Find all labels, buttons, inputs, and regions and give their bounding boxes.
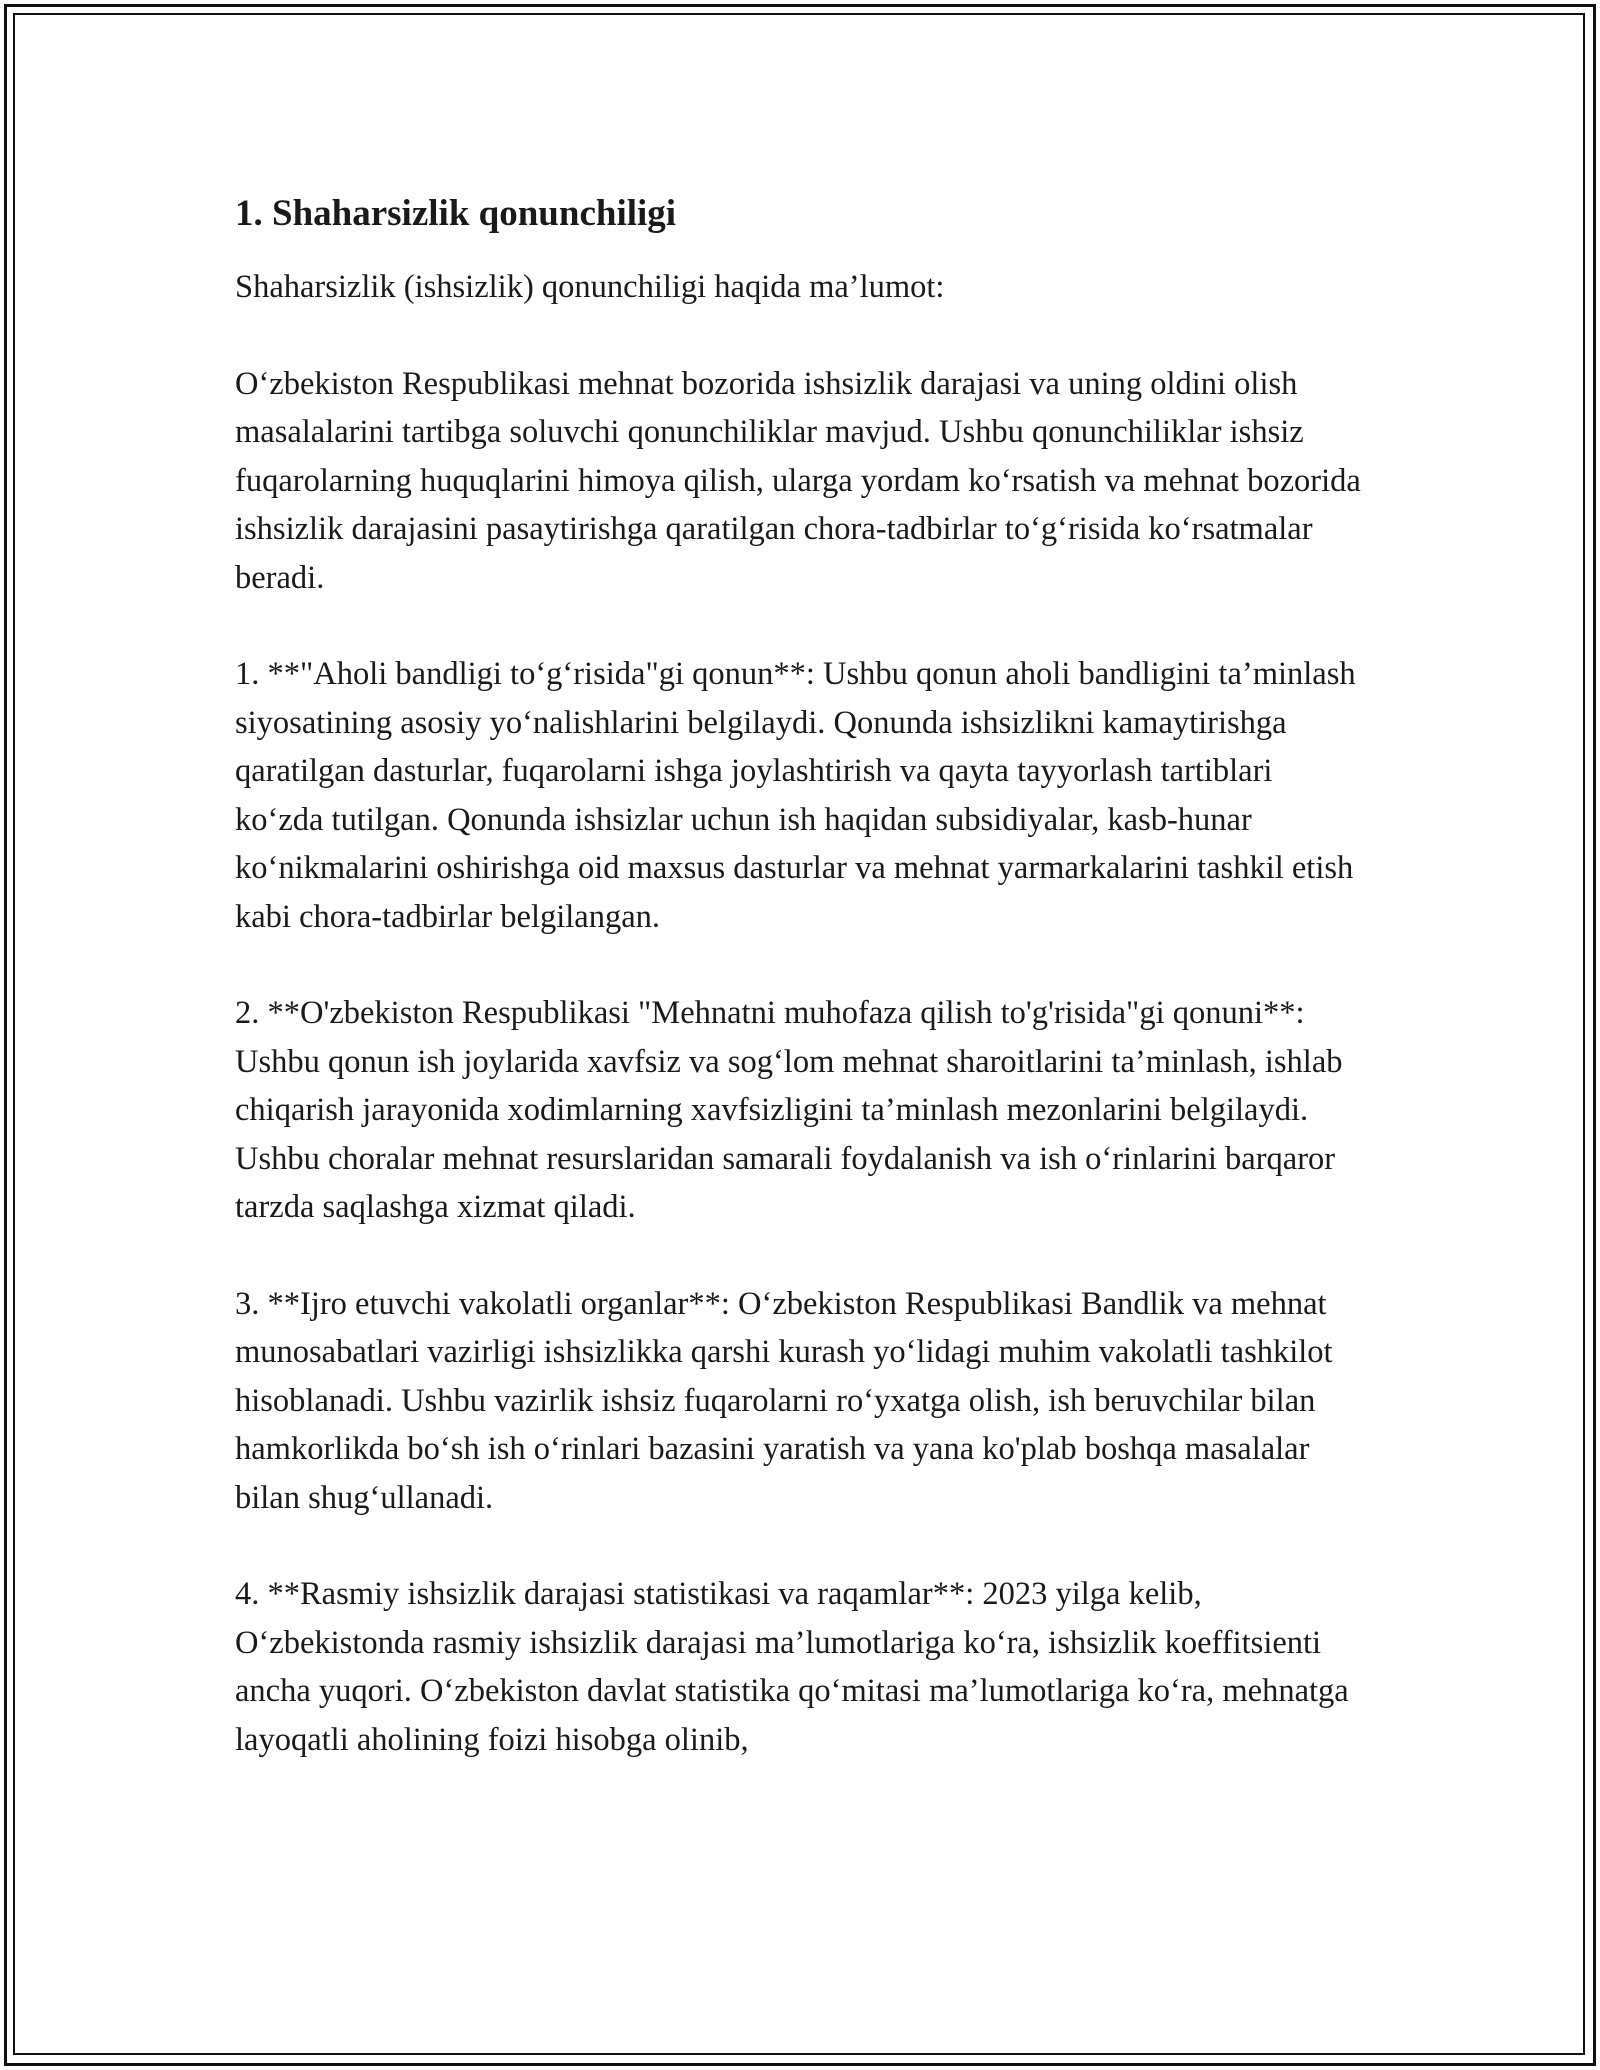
document-page <box>235 185 1365 1812</box>
paragraph-labor-protection-law: 2. **O'zbekiston Respublikasi "Mehnatni muhofaza qilish to'g'risida"gi qonuni**: Ushbu qonun ish joylarida xavfsiz va sog‘lom mehnat sharoitlarini ta’minlash, ishlab chiqarish jarayonida xodimlarning xavfsizligini ta’minlash mezonlarini belgilaydi. Ushbu choralar mehnat resurslaridan samarali foydalanish va ish o‘rinlarini barqaror tarzda saqlashga xizmat qiladi. <box>235 995 1343 1225</box>
intro-line: Shaharsizlik (ishsizlik) qonunchiligi haqida ma’lumot: <box>235 269 945 305</box>
paragraph-executive-bodies: 3. **Ijro etuvchi vakolatli organlar**: O‘zbekiston Respublikasi Bandlik va mehnat munosabatlari vazirligi ishsizlikka qarshi kurash yo‘lidagi muhim vakolatli tashkilot hisoblanadi. Ushbu vazirlik ishsiz fuqarolarni ro‘yxatga olish, ish beruvchilar bilan hamkorlikda bo‘sh ish o‘rinlari bazasini yaratish va yana ko'plab boshqa masalalar bilan shug‘ullanadi. <box>235 1285 1333 1516</box>
paragraph-overview: O‘zbekiston Respublikasi mehnat bozorida ishsizlik darajasi va uning oldini olish masalalarini tartibga soluvchi qonunchiliklar mavjud. Ushbu qonunchiliklar ishsiz fuqarolarning huquqlarini himoya qilish, ularga yordam ko‘rsatish va mehnat bozorida ishsizlik darajasini pasaytirishga qaratilgan chora-tadbirlar to‘g‘risida ko‘rsatmalar beradi. <box>235 365 1361 596</box>
section-heading: 1. Shaharsizlik qonunchiligi <box>235 193 677 234</box>
paragraph-official-statistics: 4. **Rasmiy ishsizlik darajasi statistikasi va raqamlar**: 2023 yilga kelib, O‘zbekistonda rasmiy ishsizlik darajasi ma’lumotlariga ko‘ra, ishsizlik koeffitsienti ancha yuqori. O‘zbekiston davlat statistika qo‘mitasi ma’lumotlariga ko‘ra, mehnatga layoqatli aholining foizi hisobga olinib, <box>235 1576 1349 1758</box>
paragraph-employment-law: 1. **"Aholi bandligi to‘g‘risida"gi qonun**: Ushbu qonun aholi bandligini ta’minlash siyosatining asosiy yo‘nalishlarini belgilaydi. Qonunda ishsizlikni kamaytirishga qaratilgan dasturlar, fuqarolarni ishga joylashtirish va qayta tayyorlash tartiblari ko‘zda tutilgan. Qonunda ishsizlar uchun ish haqidan subsidiyalar, kasb-hunar ko‘nikmalarini oshirishga oid maxsus dasturlar va mehnat yarmarkalarini tashkil etish kabi chora-tadbirlar belgilangan. <box>235 656 1356 935</box>
